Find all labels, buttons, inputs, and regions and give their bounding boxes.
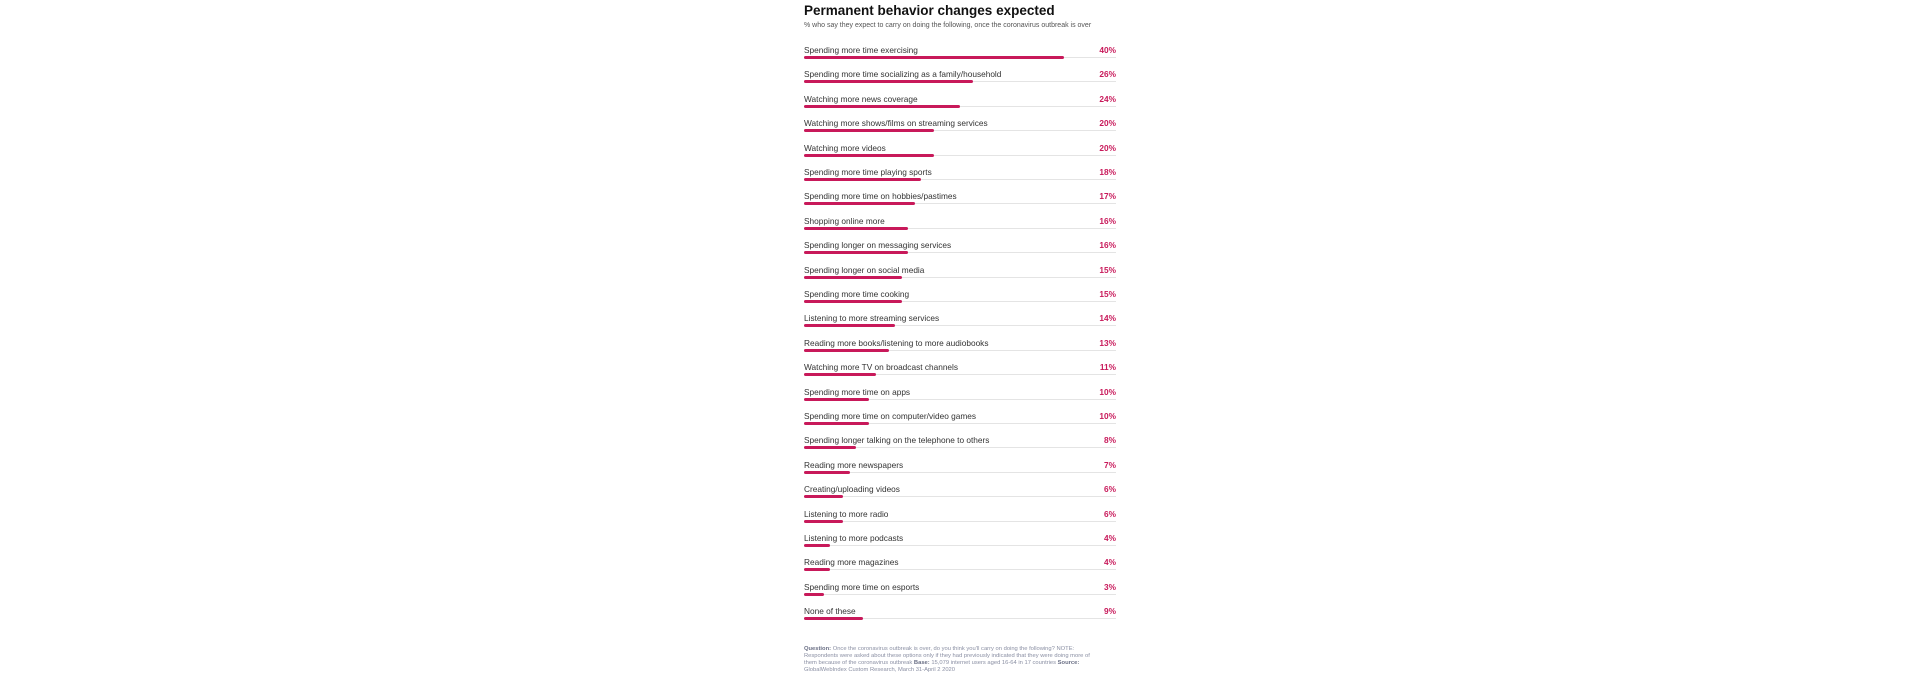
bar-value-label: 40% — [1099, 45, 1116, 55]
bar-label: Spending longer on social media — [804, 264, 925, 275]
question-label: Question: — [804, 646, 832, 652]
bar-value-label: 10% — [1099, 411, 1116, 421]
bar-label: Reading more magazines — [804, 557, 899, 568]
bar — [804, 568, 830, 571]
bar-row — [804, 260, 1116, 284]
bar — [804, 446, 856, 449]
bar-row — [804, 357, 1116, 381]
bar-track — [804, 521, 1116, 522]
bar-track — [804, 569, 1116, 570]
bar — [804, 56, 1064, 59]
bar-label: Listening to more radio — [804, 508, 889, 519]
bar-row — [804, 382, 1116, 406]
bar-row — [804, 455, 1116, 479]
bar-track — [804, 594, 1116, 595]
bar-value-label: 10% — [1099, 386, 1116, 397]
bar-value-label: 26% — [1099, 69, 1116, 80]
bar-row — [804, 186, 1116, 210]
bar-label: Listening to more podcasts — [804, 533, 904, 543]
bar-row — [804, 89, 1116, 113]
bar-value-label: 3% — [1104, 581, 1116, 592]
bar-track — [804, 545, 1116, 546]
bar-row — [804, 40, 1116, 64]
bar-row — [804, 430, 1116, 454]
bar-chart — [804, 0, 1116, 680]
bar-row — [804, 308, 1116, 332]
bar-value-label: 15% — [1099, 264, 1116, 275]
bar-row — [804, 479, 1116, 503]
bar-label: Spending more time playing sports — [804, 167, 932, 177]
bar-row — [804, 211, 1116, 235]
bar-value-label: 15% — [1099, 289, 1116, 299]
bar — [804, 495, 843, 498]
bar — [804, 324, 895, 327]
bar-label: Watching more videos — [804, 142, 886, 153]
source-text: GlobalWebIndex Custom Research, March 31-April 2 2020 — [804, 667, 956, 673]
bar — [804, 300, 902, 303]
bar-value-label: 20% — [1099, 118, 1116, 129]
bar-row — [804, 577, 1116, 601]
bar-label: Spending more time on apps — [804, 386, 911, 397]
bar — [804, 178, 921, 181]
bar-value-label: 20% — [1099, 142, 1116, 153]
bar-value-label: 7% — [1104, 459, 1116, 470]
chart-title: Permanent behavior changes expected — [804, 3, 1055, 18]
question-text: Once the coronavirus outbreak is over, do you think you'll carry on doing the following? — [832, 646, 1055, 652]
bar — [804, 227, 908, 230]
bar-value-label: 16% — [1099, 240, 1116, 251]
bar-label: Reading more books/listening to more audiobooks — [804, 337, 989, 348]
bar-value-label: 18% — [1099, 167, 1116, 177]
base-text: 15,079 internet users aged 16-64 in 17 countries — [931, 660, 1057, 666]
bar-label: Watching more TV on broadcast channels — [804, 362, 959, 373]
bar-row — [804, 528, 1116, 552]
bar-row — [804, 601, 1116, 625]
bar-row — [804, 162, 1116, 186]
bar — [804, 593, 824, 596]
bar-label: Spending more time on esports — [804, 581, 920, 592]
bar-value-label: 16% — [1099, 215, 1116, 226]
bar-value-label: 6% — [1104, 508, 1116, 519]
bar-row — [804, 138, 1116, 162]
bar-value-label: 14% — [1099, 313, 1116, 324]
bar-row — [804, 504, 1116, 528]
bar-row — [804, 235, 1116, 259]
bar-value-label: 4% — [1104, 557, 1116, 568]
bar-row — [804, 113, 1116, 137]
bar — [804, 105, 960, 108]
source-label: Source: — [1057, 660, 1080, 666]
base-label: Base: — [913, 660, 930, 666]
bar-value-label: 8% — [1104, 435, 1116, 446]
bar-label: Creating/uploading videos — [804, 484, 900, 495]
bar — [804, 129, 934, 132]
bar — [804, 154, 934, 157]
bar-value-label: 11% — [1099, 362, 1116, 373]
bar — [804, 80, 973, 83]
bar-label: Spending more time on hobbies/pastimes — [804, 191, 957, 202]
bar-row — [804, 284, 1116, 308]
bar — [804, 398, 869, 401]
bar-value-label: 17% — [1099, 191, 1116, 202]
bar-row — [804, 552, 1116, 576]
bar-value-label: 4% — [1104, 533, 1116, 543]
bar-value-label: 13% — [1099, 337, 1116, 348]
bar-value-label: 6% — [1104, 484, 1116, 495]
bar — [804, 202, 915, 205]
bar-label: Shopping online more — [804, 215, 885, 226]
bar — [804, 422, 869, 425]
bar-value-label: 24% — [1099, 93, 1116, 104]
bar-label: Spending longer talking on the telephone to others — [804, 435, 990, 446]
bar-label: None of these — [804, 606, 856, 617]
bar-row — [804, 333, 1116, 357]
bar-label: Spending more time exercising — [804, 45, 918, 55]
bar — [804, 617, 863, 620]
bar — [804, 373, 876, 376]
bar-label: Watching more shows/films on streaming services — [804, 118, 988, 129]
bar — [804, 276, 902, 279]
bar — [804, 349, 889, 352]
bar — [804, 471, 850, 474]
bar-label: Watching more news coverage — [804, 93, 918, 104]
bar-track — [804, 472, 1116, 473]
bar-track — [804, 496, 1116, 497]
bar — [804, 520, 843, 523]
bar-label: Listening to more streaming services — [804, 313, 940, 324]
bar-label: Spending more time cooking — [804, 289, 910, 299]
bar-label: Spending more time on computer/video games — [804, 411, 977, 421]
bar-label: Spending more time socializing as a family/household — [804, 69, 1002, 80]
bar-label: Spending longer on messaging services — [804, 240, 952, 251]
bar — [804, 251, 908, 254]
footnotes — [804, 646, 1104, 674]
chart-subtitle: % who say they expect to carry on doing the following, once the coronavirus outbreak is over — [804, 22, 1092, 29]
bar-row — [804, 64, 1116, 88]
bar — [804, 544, 830, 547]
bar-row — [804, 406, 1116, 430]
bar-value-label: 9% — [1104, 606, 1116, 617]
bar-label: Reading more newspapers — [804, 459, 904, 470]
note-text: NOTE: Respondents were asked about these options only if they had previously indicated that they were doing more of them because of the coronavirus outbreak — [804, 646, 1090, 666]
